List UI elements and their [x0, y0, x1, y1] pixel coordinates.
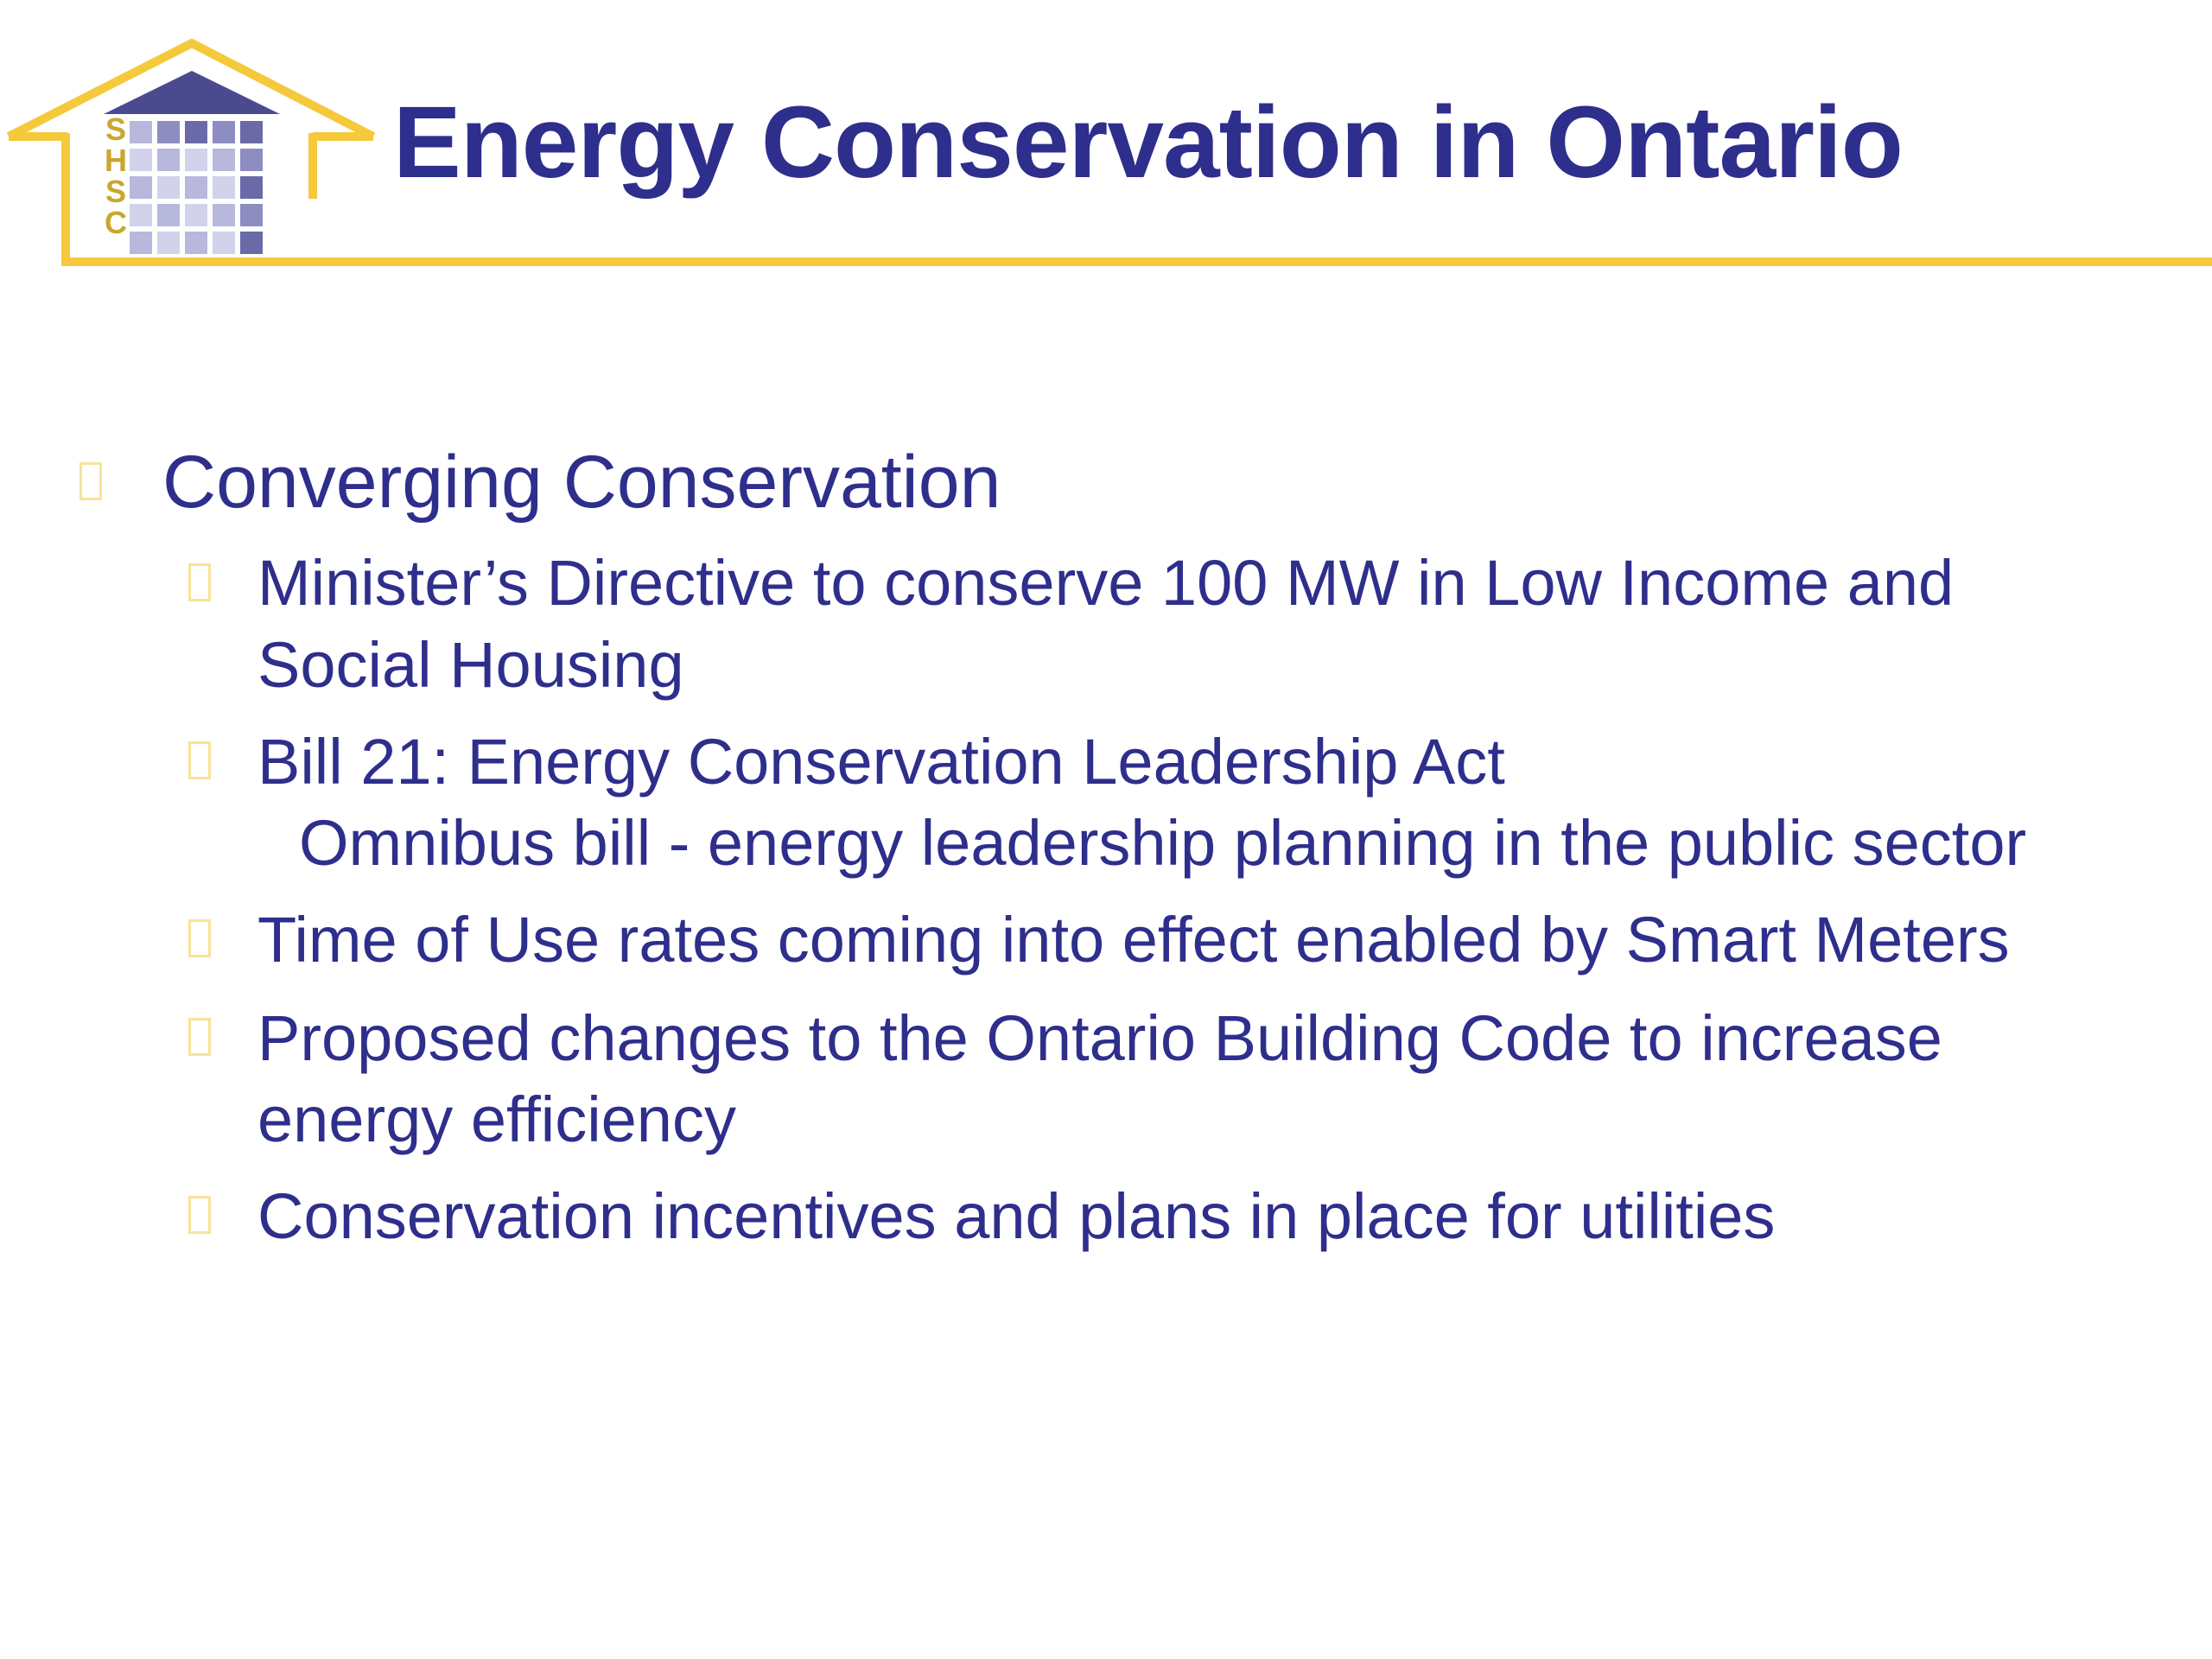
- logo-letter-s2: S: [105, 174, 127, 209]
- shsc-house-logo: [0, 35, 380, 276]
- bullet-text-line1: Bill 21: Energy Conservation Leadership Act: [257, 726, 1505, 798]
- bullet-text-line1: Proposed changes to the Ontario Building Code to increase: [257, 1002, 1942, 1074]
- bullet-text-line1: Conservation incentives and plans in place for utilities: [257, 1180, 1776, 1252]
- logo-letter-h: H: [105, 143, 127, 178]
- bullet-text-line1: Time of Use rates coming into effect enabled by Smart Meters: [257, 904, 2010, 976]
- bullet-text: Converging Conservation: [162, 441, 1001, 524]
- bullet-marker: [188, 1196, 211, 1234]
- slide-title: Energy Conservation in Ontario: [393, 86, 1903, 200]
- bullet-marker: [188, 563, 211, 601]
- logo-letter-c: C: [105, 205, 127, 240]
- bullet-text-line2: Social Housing: [257, 629, 684, 701]
- title-underline: [62, 257, 2212, 266]
- bullet-text-line1: Minister’s Directive to conserve 100 MW in Low Income and: [257, 547, 1955, 619]
- bullet-marker: [188, 741, 211, 779]
- bullet-marker: [188, 1018, 211, 1056]
- bullet-text-line2: Omnibus bill - energy leadership planning in the public sector: [299, 807, 2027, 879]
- bullet-text-line2: energy efficiency: [257, 1084, 736, 1155]
- logo-letter-s1: S: [105, 111, 127, 147]
- bullet-marker: [79, 462, 102, 500]
- bullet-marker: [188, 919, 211, 957]
